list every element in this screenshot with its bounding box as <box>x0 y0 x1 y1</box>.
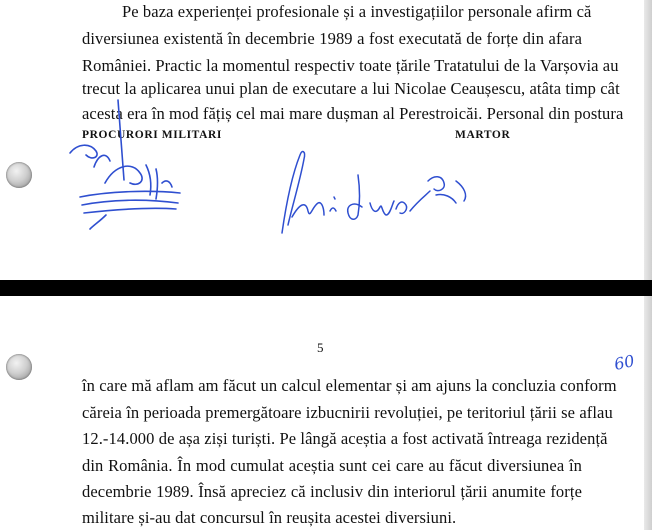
page-edge-shadow <box>644 0 652 280</box>
document-page-bottom <box>0 296 652 530</box>
punch-hole <box>6 354 32 380</box>
handwritten-margin-note <box>612 348 640 376</box>
punch-hole <box>6 162 32 188</box>
paragraph-line: din România. În mod cumulat aceștia sunt cei care au făcut diversiunea în <box>82 456 582 475</box>
paragraph-line: 12.-14.000 de așa ziși turiști. Pe lângă aceștia a fost activată întreaga rezidență <box>82 429 608 448</box>
label-witness: MARTOR <box>455 129 511 141</box>
page-number: 5 <box>317 340 324 355</box>
paragraph-line: trecut la aplicarea unui plan de executare a lui Nicolae Ceaușescu, atâta timp cât <box>82 79 620 98</box>
prosecutor-signature <box>60 95 190 235</box>
paragraph-line: acesta era în mod fățiș cel mai mare dușman al Perestroicăi. Personal din postura <box>82 104 624 123</box>
svg-text:60: 60 <box>612 351 637 374</box>
page-divider <box>0 280 652 296</box>
paragraph-line: decembrie 1989. Însă apreciez că inclusiv din interiorul țării anumite forțe <box>82 482 582 501</box>
label-military-prosecutors: PROCURORI MILITARI <box>82 129 222 141</box>
paragraph-line: în care mă aflam am făcut un calcul elementar și am ajuns la concluzia conform <box>82 376 617 395</box>
page-edge-shadow <box>644 296 652 530</box>
paragraph-line: căreia în perioada premergătoare izbucnirii revoluției, pe teritoriul țării se aflau <box>82 403 613 422</box>
paragraph-line: militare și-au dat concursul în reușita acestei diversiuni. <box>82 508 457 527</box>
paragraph-line: diversiunea existentă în decembrie 1989 a fost executată de forțe din afara <box>82 29 582 48</box>
paragraph-line: Pe baza experienței profesionale și a investigațiilor personale afirm că <box>122 2 592 21</box>
witness-signature <box>278 145 488 240</box>
paragraph-line: României. Practic la momentul respectiv toate țările Tratatului de la Varșovia au <box>82 56 619 75</box>
